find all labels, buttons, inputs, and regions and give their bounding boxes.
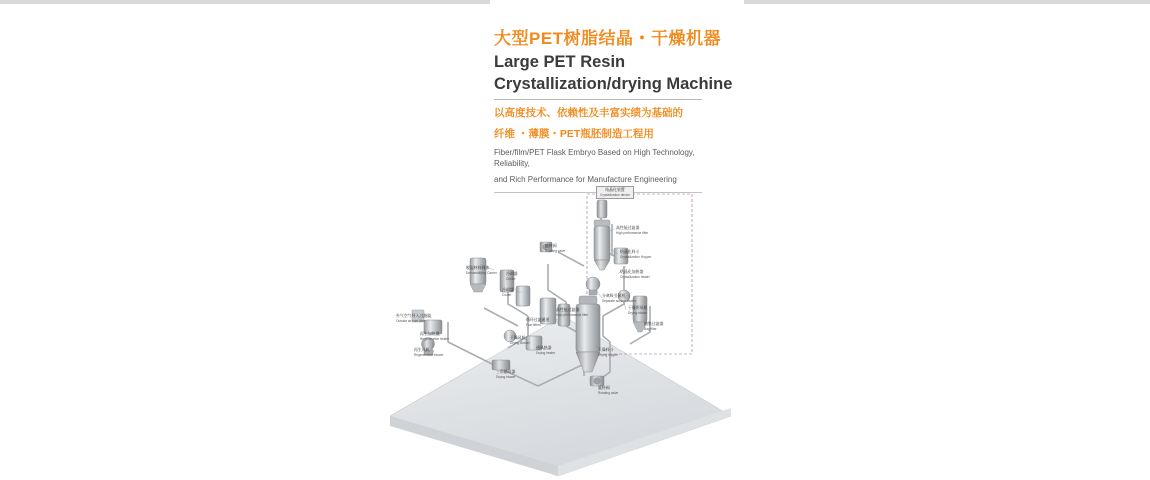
label-drying-heater: 通风热器 Drying heater xyxy=(536,345,556,355)
label-dehumidifying-carrier: 脱湿材料载体 Dehumidifying Carrier xyxy=(466,265,497,275)
label-separate-suction-blower: 分离吸引风机 Separate suction blower xyxy=(602,293,637,303)
divider-top xyxy=(494,99,702,100)
label-regeneration-blower: 再生风机 Regeneration blower xyxy=(414,347,444,357)
label-rotating-valve-upper: 旋转阀 Rotating valve xyxy=(545,243,566,253)
subtitle-cn-line1: 以高度技术、依赖性及丰富实绩为基础的 xyxy=(494,107,683,119)
label-outside-air-inlet-filter: 外气空气导入过滤器 Outside air inlet filter xyxy=(396,313,432,323)
page-title-cn: 大型PET树脂结晶・干燥机器 xyxy=(494,29,722,48)
label-cooler-lower: 冷却器 Cooler xyxy=(502,287,514,297)
label-cooler-upper: 冷却器 Cooler xyxy=(506,271,518,281)
label-drying-hopper: 干燥料斗 Drying hopper xyxy=(598,347,619,357)
label-drying-blower-right: 干燥用风机 Drying blower xyxy=(628,305,648,315)
label-triangle-conveyor: 三角输送器 Drying blower xyxy=(496,369,516,379)
page-title-en-line1: Large PET Resin xyxy=(494,53,626,71)
page-title-en-line2: Crystallization/drying Machine xyxy=(494,74,733,93)
subtitle-cn-line2: 纤维 ・薄膜・PET瓶胚制造工程用 xyxy=(494,128,654,140)
label-crystallization-hopper: 结晶化料斗 Crystallization Hopper xyxy=(620,249,652,259)
label-flue-filters: 循环过滤通道 Flue filters xyxy=(526,317,550,327)
diagram-svg xyxy=(388,186,733,476)
label-high-performance-filter-mid: 高性能过滤器 High performance filter xyxy=(556,307,589,317)
heading-block xyxy=(494,28,733,193)
label-rotating-valve-lower: 旋转阀 Rotating valve xyxy=(598,385,619,395)
label-drying-blower-left: 干燥风机 Drying Blower xyxy=(510,335,530,345)
subtitle-en-line2: and Rich Performance for Manufacture Engineering xyxy=(494,175,677,184)
top-bar-left xyxy=(0,0,490,4)
label-crystallization-heater: 结晶化加热器 Crystallization heater xyxy=(620,269,650,279)
label-regeneration-heater: 再生加热器 Regeneration heater xyxy=(420,331,450,341)
top-bar-right xyxy=(744,0,1150,4)
machine-diagram xyxy=(388,186,733,476)
label-high-performance-filter: 高性能过滤器 High performance filter xyxy=(616,225,649,235)
high-performance-filter-top xyxy=(597,200,607,218)
crystallization-device-title: 结晶化装置 Crystallization device xyxy=(596,186,634,199)
crystallization-hopper xyxy=(594,220,610,270)
cooler-lower xyxy=(516,286,530,306)
subtitle-en-line1: Fiber/film/PET Flask Embryo Based on High Technology, Reliability, xyxy=(494,148,695,168)
label-bag-filter: 捕集过滤器 Bag filter xyxy=(644,321,664,331)
